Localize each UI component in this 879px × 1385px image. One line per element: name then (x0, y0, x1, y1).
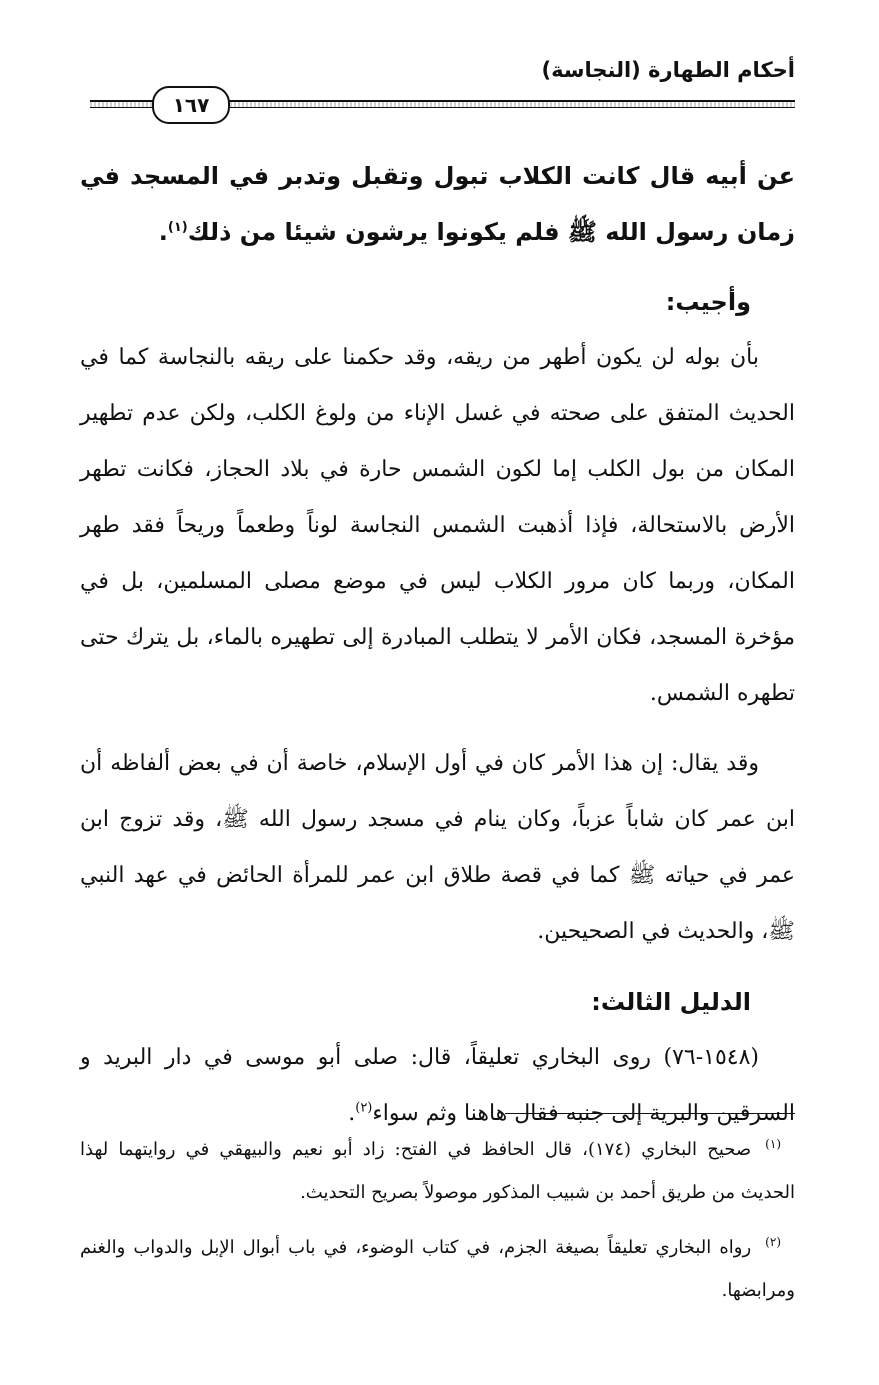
hadith-text-continuation (80, 148, 795, 260)
main-text (80, 148, 795, 1142)
hadith-text: عن أبيه قال كانت الكلاب تبول وتقبل وتدبر في المسجد في زمان رسول الله ﷺ فلم يكونوا يرشون شيئا من ذلك (80, 162, 795, 246)
footnote-text: صحيح البخاري (١٧٤)، قال الحافظ في الفتح: زاد أبو نعيم والبيهقي في روايتهما لهذا الحديث من طريق أحمد بن شبيب المذكور موصولاً بصريح التحديث. (80, 1139, 795, 1203)
footnote-ref-2: (٢) (355, 1100, 373, 1116)
running-header-title: أحكام الطهارة (النجاسة) (541, 58, 795, 82)
section-heading: الدليل الثالث: (591, 988, 751, 1016)
sentence-end: . (158, 218, 168, 246)
narration-paragraph (80, 1030, 795, 1142)
footnote-number: (٢) (765, 1235, 781, 1249)
footnote-separator (505, 1113, 795, 1114)
footnote-ref-1: (١) (167, 220, 188, 235)
footnote-1 (80, 1128, 795, 1214)
footnote-text: رواه البخاري تعليقاً بصيغة الجزم، في كتاب الوضوء، في باب أبوال الإبل والدواب والغنم ومرابضها. (80, 1237, 795, 1301)
answer-label: وأجيب: (665, 288, 751, 316)
page-number: ١٦٧ (152, 86, 230, 124)
footnote-2 (80, 1226, 795, 1312)
narration-text: (١٥٤٨-٧٦) روى البخاري تعليقاً، قال: صلى أبو موسى في دار البريد و السرقين والبرية إلى جنبه فقال هاهنا وثم سواء (80, 1045, 795, 1126)
second-answer-paragraph: وقد يقال: إن هذا الأمر كان في أول الإسلام، خاصة أن في بعض ألفاظه أن ابن عمر كان شاباً عزباً، وكان ينام في مسجد رسول الله ﷺ، وقد تزوج ابن عمر في حياته ﷺ كما في قصة طلاق ابن عمر للمرأة الحائض في عهد النبي ﷺ، والحديث في الصحيحين. (80, 751, 795, 944)
footnotes (80, 1128, 795, 1324)
footnote-number: (١) (765, 1137, 781, 1151)
answer-paragraph: بأن بوله لن يكون أطهر من ريقه، وقد حكمنا على ريقه بالنجاسة كما في الحديث المتفق على صحته في غسل الإناء من ولوغ الكلب، ولكن عدم تطهير المكان من بول الكلب إما لكون الشمس حارة في بلاد الحجاز، فكانت تطهر الأرض بالاستحالة، فإذا أذهبت الشمس النجاسة لوناً وطعماً وريحاً فقد طهر المكان، وربما كان مرور الكلاب ليس في موضع مصلى المسلمين، بل في مؤخرة المسجد، فكان الأمر لا يتطلب المبادرة إلى تطهيره بالماء، بل يترك حتى تطهره الشمس. (80, 345, 795, 706)
narration-end: . (348, 1101, 356, 1126)
